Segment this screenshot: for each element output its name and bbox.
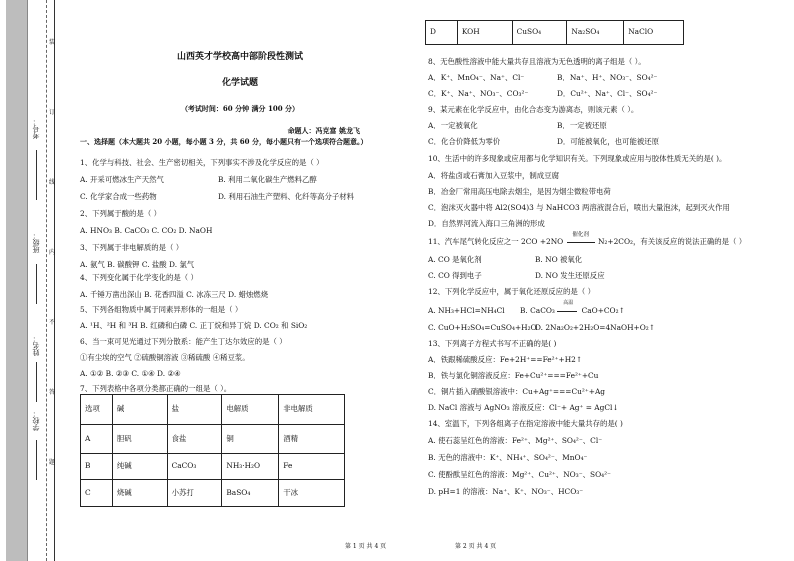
q11-option-d: D. NO 发生还原反应 <box>535 271 605 280</box>
table-row <box>81 480 345 507</box>
question-13: 13、下列离子方程式书写不正确的是( ) <box>428 339 557 348</box>
name-line <box>36 362 37 402</box>
reaction-arrow-line <box>557 311 577 312</box>
binding-mark: 装 <box>49 39 56 46</box>
q13-option-a: A．铁跟稀硫酸反应：Fe+2H⁺==Fe²⁺+H2↑ <box>428 355 583 364</box>
classification-table <box>80 394 345 507</box>
question-5: 5、下列各组物质中属于同素异形体的一组是（ ） <box>80 305 243 314</box>
q13-option-c: C．铜片插入硝酸银溶液中：Cu+Ag⁺===Cu²⁺+Ag <box>428 387 606 396</box>
page-footer-right: 第 2 页 共 4 页 <box>455 543 497 550</box>
table-header-cell: 选项 <box>81 395 113 425</box>
q14-option-a: A. 使石蕊呈红色的溶液：Fe²⁺、Mg²⁺、SO₄²⁻、Cl⁻ <box>428 436 603 445</box>
table-header-cell: 电解质 <box>222 395 279 425</box>
q13-option-b: B．铁与氯化铜溶液反应：Fe+Cu²⁺===Fe²⁺+Cu <box>428 371 599 380</box>
q2-options: A. HNO₃ B. CaCO₃ C. CO₂ D. NaOH <box>80 226 213 235</box>
question-1: 1、化学与科技、社会、生产密切相关，下列事实不涉及化学反应的是（ ） <box>80 158 324 167</box>
question-14: 14、室温下，下列各组离子在指定溶液中能大量共存的是( ) <box>428 419 623 428</box>
q6-options: A. ①② B. ②③ C. ①④ D. ②④ <box>80 369 181 378</box>
binding-mark: 订 <box>49 109 56 116</box>
q1-option-c: C. 化学家合成一些药物 <box>80 192 157 201</box>
exam-id-line <box>36 150 37 200</box>
page-footer-left: 第 1 页 共 4 页 <box>345 543 387 550</box>
right-page <box>425 8 775 548</box>
q14-option-d: D. pH=1 的溶液：Na⁺、K⁺、NO₃⁻、HCO₃⁻ <box>428 487 584 496</box>
q12-option-a: A. NH₃+HCl=NH₄Cl <box>428 306 505 315</box>
binding-margin <box>0 0 66 561</box>
school-title: 山西英才学校高中部阶段性测试 <box>176 52 303 62</box>
q10-option-d: D．自然界河流入海口三角洲的形成 <box>428 219 545 228</box>
q11-text-start: 11、汽车尾气转化反应之一 2CO +2NO <box>428 237 564 246</box>
q10-option-a: A．将盐卤或石膏加入豆浆中，制成豆腐 <box>428 171 559 180</box>
binding-mark: 线 <box>49 179 56 186</box>
table-cell: 酒精 <box>279 425 345 454</box>
question-11 <box>428 232 747 247</box>
table-cell: CuSO₄ <box>512 21 567 45</box>
q14-option-b: B. 无色的溶液中：K⁺、NH₄⁺、SO₄²⁻、MnO₄⁻ <box>428 453 588 462</box>
table-cell: C <box>81 480 113 507</box>
question-12: 12、下列化学反应中，属于氧化还原反应的是（ ） <box>428 287 595 296</box>
table-cell: A <box>81 425 113 454</box>
table-header-cell: 碱 <box>112 395 167 425</box>
q12-b-products: CaO+CO₂↑ <box>581 306 625 315</box>
q8-option-b: B．Na⁺、H⁺、NO₃⁻、SO₄²⁻ <box>557 73 658 82</box>
table-header-cell: 非电解质 <box>279 395 345 425</box>
binding-mark: 内 <box>49 249 56 256</box>
exam-id-label: 考号： <box>32 118 40 139</box>
school-label: 学校： <box>32 410 40 431</box>
question-7: 7、下列表格中各项分类都正确的一组是（ ）。 <box>80 384 232 393</box>
classification-table-continued <box>425 20 684 45</box>
name-label: 姓名： <box>32 335 40 356</box>
table-row <box>426 21 684 45</box>
catalyst-label: 催化剂 <box>572 232 589 238</box>
q4-options: A. 千锤万凿出深山 B. 花香四溢 C. 冰冻三尺 D. 蜡烛燃烧 <box>80 290 269 299</box>
q9-option-b: B．一定被还原 <box>557 121 607 130</box>
binding-mark: 不 <box>49 319 56 326</box>
q9-option-d: D．可能被氧化，也可能被还原 <box>557 137 660 146</box>
table-cell: 烧碱 <box>112 480 167 507</box>
question-4: 4、下列变化属于化学变化的是（ ） <box>80 273 198 282</box>
table-cell: Fe <box>279 454 345 480</box>
question-8: 8、无色酸性溶液中能大量共存且溶液为无色透明的离子组是（ ）。 <box>428 57 646 66</box>
table-row <box>81 454 345 480</box>
authors: 命题人：冯克富 姚龙飞 <box>287 125 360 135</box>
table-cell: 纯碱 <box>112 454 167 480</box>
q11-text-end: N₂+2CO₂，有关该反应的说法正确的是（ ） <box>597 237 747 246</box>
table-cell: Na₂SO₄ <box>567 21 624 45</box>
q1-option-b: B. 利用二氧化碳生产燃料乙醇 <box>218 175 317 184</box>
q14-option-c: C. 使酚酞呈红色的溶液：Mg²⁺、Cu²⁺、NO₃⁻、SO₄²⁻ <box>428 470 611 479</box>
q8-option-c: C．K⁺、Na⁺、NO₃⁻、CO₃²⁻ <box>428 89 529 98</box>
high-temp-arrow <box>557 300 579 316</box>
q12-b-reactant: B. CaCO₃ <box>520 306 555 315</box>
table-cell: 铜 <box>222 425 279 454</box>
binding-dashed-line <box>46 0 47 561</box>
table-cell: 小苏打 <box>167 480 222 507</box>
table-cell: NaClO <box>624 21 684 45</box>
q5-options: A. ¹H、²H 和 ³H B. 红磷和白磷 C. 正丁烷和异丁烷 D. CO₂ 和 SiO₂ <box>80 321 308 330</box>
subject-title: 化学试题 <box>221 78 258 89</box>
q3-options: A. 氨气 B. 碳酸钾 C. 盐酸 D. 氯气 <box>80 260 195 269</box>
reaction-arrow-line <box>567 242 595 243</box>
q9-option-a: A．一定被氧化 <box>428 121 478 130</box>
table-header-cell: 盐 <box>167 395 222 425</box>
high-temp-label: 高温 <box>563 300 574 306</box>
q12-option-c: C. CuO+H₂SO₄=CuSO₄+H₂O <box>428 323 537 332</box>
q11-option-c: C. CO 得到电子 <box>428 271 482 280</box>
q8-option-a: A．K⁺、MnO₄⁻、Na⁺、Cl⁻ <box>428 73 525 82</box>
q11-option-a: A. CO 是氧化剂 <box>428 255 482 264</box>
question-2: 2、下列属于酸的是（ ） <box>80 209 161 218</box>
table-cell: 干冰 <box>279 480 345 507</box>
table-header-row <box>81 395 345 425</box>
class-line <box>36 264 37 304</box>
q1-option-a: A. 开采可燃冰生产天然气 <box>80 175 164 184</box>
table-cell: BaSO₄ <box>222 480 279 507</box>
q10-option-b: B．冶金厂常用高压电除去烟尘，是因为烟尘微粒带电荷 <box>428 187 611 196</box>
question-6: 6、当一束可见光通过下列分散系：能产生丁达尔效应的是（ ） <box>80 337 287 346</box>
q13-option-d: D. NaCl 溶液与 AgNO₃ 溶液反应：Cl⁻+ Ag⁺ = AgCl↓ <box>428 403 619 412</box>
binding-mark: 答 <box>49 389 56 396</box>
left-page <box>80 8 400 548</box>
section-heading: 一、选择题（本大题共 20 小题，每小题 3 分，共 60 分，每小题只有一个选项符合题意。） <box>80 136 368 146</box>
table-cell: KOH <box>457 21 512 45</box>
q1-option-d: D. 利用石油生产塑料、化纤等高分子材料 <box>218 192 355 201</box>
school-line <box>36 440 37 480</box>
binding-solid-line <box>54 0 55 561</box>
table-cell: CaCO₃ <box>167 454 222 480</box>
question-9: 9、某元素在化学反应中，由化合态变为游离态，则该元素（ ）。 <box>428 105 639 114</box>
table-cell: 胆矾 <box>112 425 167 454</box>
q10-option-c: C．泡沫灭火器中将 Al2(SO4)3 与 NaHCO3 两溶液混合后，喷出大量泡沫，起到灭火作用 <box>428 203 730 212</box>
binding-strip <box>6 0 28 561</box>
catalyst-arrow <box>566 232 596 247</box>
exam-info: （考试时间：60 分钟 满分 100 分） <box>180 103 300 113</box>
q8-option-d: D．Cu²⁺、Na⁺、Cl⁻、SO₄²⁻ <box>557 89 658 98</box>
q12-option-d: D. 2Na₂O₂+2H₂O=4NaOH+O₂↑ <box>535 323 655 332</box>
q9-option-c: C．化合价降低为零价 <box>428 137 501 146</box>
q11-option-b: B. NO 被氧化 <box>535 255 583 264</box>
question-3: 3、下列属于非电解质的是（ ） <box>80 243 184 252</box>
q6-items: ①有尘埃的空气 ②硫酸铜溶液 ③稀硫酸 ④稀豆浆。 <box>80 353 250 362</box>
class-label: 班级： <box>32 232 40 253</box>
table-cell: NH₃·H₂O <box>222 454 279 480</box>
table-row <box>81 425 345 454</box>
table-cell: D <box>426 21 458 45</box>
question-10: 10、生活中的许多现象或应用都与化学知识有关。下列现象或应用与胶体性质无关的是( )。 <box>428 154 727 163</box>
binding-mark: 题 <box>49 459 56 466</box>
table-cell: B <box>81 454 113 480</box>
q12-option-b <box>520 300 625 316</box>
table-cell: 食盐 <box>167 425 222 454</box>
